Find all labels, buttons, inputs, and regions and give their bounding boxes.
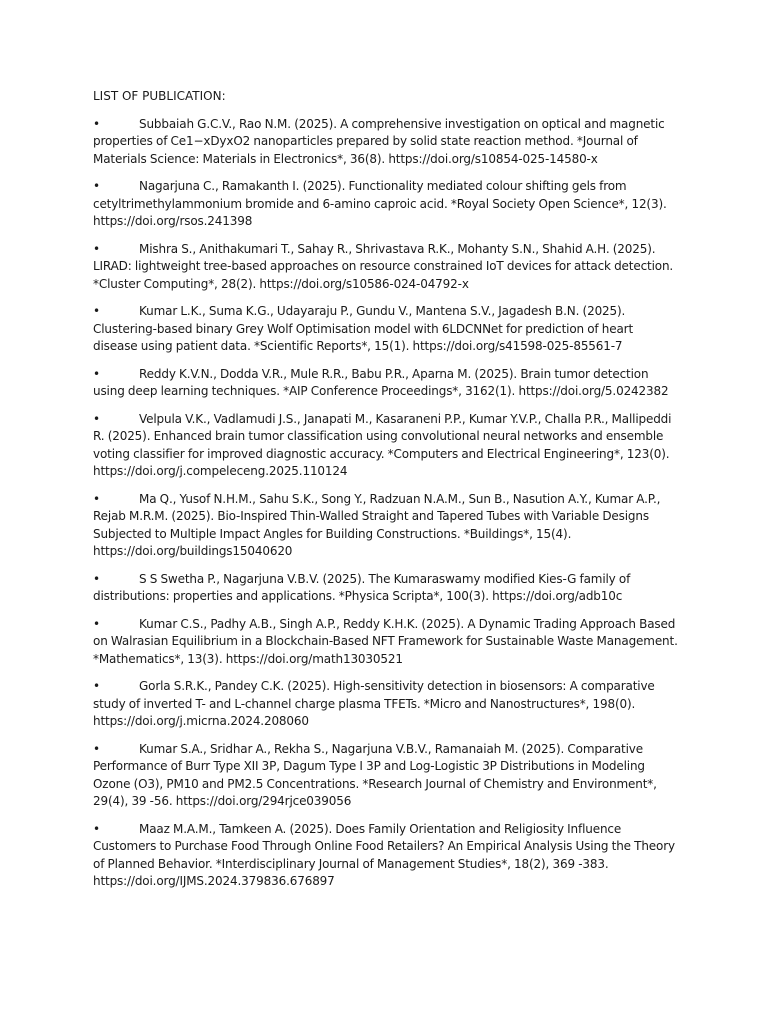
publication-text: Ma Q., Yusof N.H.M., Sahu S.K., Song Y., Radzuan N.A.M., Sun B., Nasution A.Y., Kumar A.P., Rejab M.R.M. (2025). Bio-Inspired Thin-Walled Straight and Tapered Tubes with Variable Designs Subjected to Multiple Impact Angles for Building Constructions. *Buildings*, 15(4). https://doi.org/buildings15040620 bbox=[93, 491, 661, 558]
publication-entry bbox=[93, 616, 678, 669]
publication-text: Kumar C.S., Padhy A.B., Singh A.P., Reddy K.H.K. (2025). A Dynamic Trading Approach Based on Walrasian Equilibrium in a Blockchain-Based NFT Framework for Sustainable Waste Management. *Mathematics*, 13(3). https://doi.org/math13030521 bbox=[93, 616, 678, 666]
publication-text: Mishra S., Anithakumari T., Sahay R., Shrivastava R.K., Mohanty S.N., Shahid A.H. (2025). LIRAD: lightweight tree-based approaches on resource constrained IoT devices for attack detection. *Cluster Computing*, 28(2). https://doi.org/s10586-024-04792-x bbox=[93, 241, 674, 291]
publication-entry bbox=[93, 571, 678, 606]
publication-entry bbox=[93, 678, 678, 731]
publication-text: Reddy K.V.N., Dodda V.R., Mule R.R., Babu P.R., Aparna M. (2025). Brain tumor detection using deep learning techniques. *AIP Conference Proceedings*, 3162(1). https://doi.org/5.0242382 bbox=[93, 366, 669, 398]
publication-entry bbox=[93, 366, 678, 401]
publication-text: Velpula V.K., Vadlamudi J.S., Janapati M., Kasaraneni P.P., Kumar Y.V.P., Challa P.R., Mallipeddi R. (2025). Enhanced brain tumor classification using convolutional neural networks and ensemble voting classifier for improved diagnostic accuracy. *Computers and Electrical Engineering*, 123(0). https://doi.org/j.compeleceng.2025.110124 bbox=[93, 411, 672, 478]
publication-text: Kumar S.A., Sridhar A., Rekha S., Nagarjuna V.B.V., Ramanaiah M. (2025). Comparative Performance of Burr Type XII 3P, Dagum Type I 3P and Log-Logistic 3P Distributions in Modeling Ozone (O3), PM10 and PM2.5 Concentrations. *Research Journal of Chemistry and Environment*, 29(4), 39 -56. https://doi.org/294rjce039056 bbox=[93, 741, 657, 808]
publication-entry bbox=[93, 116, 678, 169]
bullet-icon: • bbox=[93, 679, 100, 693]
publication-text: S S Swetha P., Nagarjuna V.B.V. (2025). The Kumaraswamy modified Kies-G family of distributions: properties and applications. *Physica Scripta*, 100(3). https://doi.org/adb10c bbox=[93, 571, 631, 603]
bullet-icon: • bbox=[93, 491, 100, 506]
publication-entry bbox=[93, 241, 678, 294]
document-page bbox=[93, 88, 678, 901]
bullet-icon: • bbox=[93, 116, 100, 131]
publication-entry bbox=[93, 491, 678, 561]
bullet-icon: • bbox=[93, 821, 100, 836]
publication-entry bbox=[93, 303, 678, 356]
publication-text: Gorla S.R.K., Pandey C.K. (2025). High-sensitivity detection in biosensors: A comparative study of inverted T- and L-channel charge plasma TFETs. *Micro and Nanostructures*, 198(0). https://doi.org/j.micrna.2024.208060 bbox=[93, 679, 655, 728]
bullet-icon: • bbox=[93, 616, 100, 631]
publication-text: Subbaiah G.C.V., Rao N.M. (2025). A comprehensive investigation on optical and magnetic properties of Ce1−xDyxO2 nanoparticles prepared by solid state reaction method. *Journal of Materials Science: Materials in Electronics*, 36(8). https://doi.org/s10854-025-14580-x bbox=[93, 116, 665, 166]
bullet-icon: • bbox=[93, 179, 100, 193]
publication-entry bbox=[93, 821, 678, 891]
bullet-icon: • bbox=[93, 571, 100, 586]
list-heading: LIST OF PUBLICATION: bbox=[93, 89, 226, 103]
bullet-icon: • bbox=[93, 411, 100, 426]
bullet-icon: • bbox=[93, 366, 100, 381]
bullet-icon: • bbox=[93, 241, 100, 256]
publication-text: Nagarjuna C., Ramakanth I. (2025). Functionality mediated colour shifting gels from cetyltrimethylammonium bromide and 6-amino caproic acid. *Royal Society Open Science*, 12(3). https://doi.org/rsos.241398 bbox=[93, 179, 667, 228]
publication-entry bbox=[93, 741, 678, 811]
publication-entry bbox=[93, 178, 678, 231]
publication-text: Maaz M.A.M., Tamkeen A. (2025). Does Family Orientation and Religiosity Influence Customers to Purchase Food Through Online Food Retailers? An Empirical Analysis Using the Theory of Planned Behavior. *Interdisciplinary Journal of Management Studies*, 18(2), 369 -383. https://doi.org/IJMS.2024.379836.676897 bbox=[93, 821, 675, 888]
bullet-icon: • bbox=[93, 741, 100, 756]
publication-text: Kumar L.K., Suma K.G., Udayaraju P., Gundu V., Mantena S.V., Jagadesh B.N. (2025). Clustering-based binary Grey Wolf Optimisation model with 6LDCNNet for prediction of heart disease using patient data. *Scientific Reports*, 15(1). https://doi.org/s41598-025-85561-7 bbox=[93, 304, 633, 353]
publication-entry bbox=[93, 411, 678, 481]
bullet-icon: • bbox=[93, 304, 100, 318]
